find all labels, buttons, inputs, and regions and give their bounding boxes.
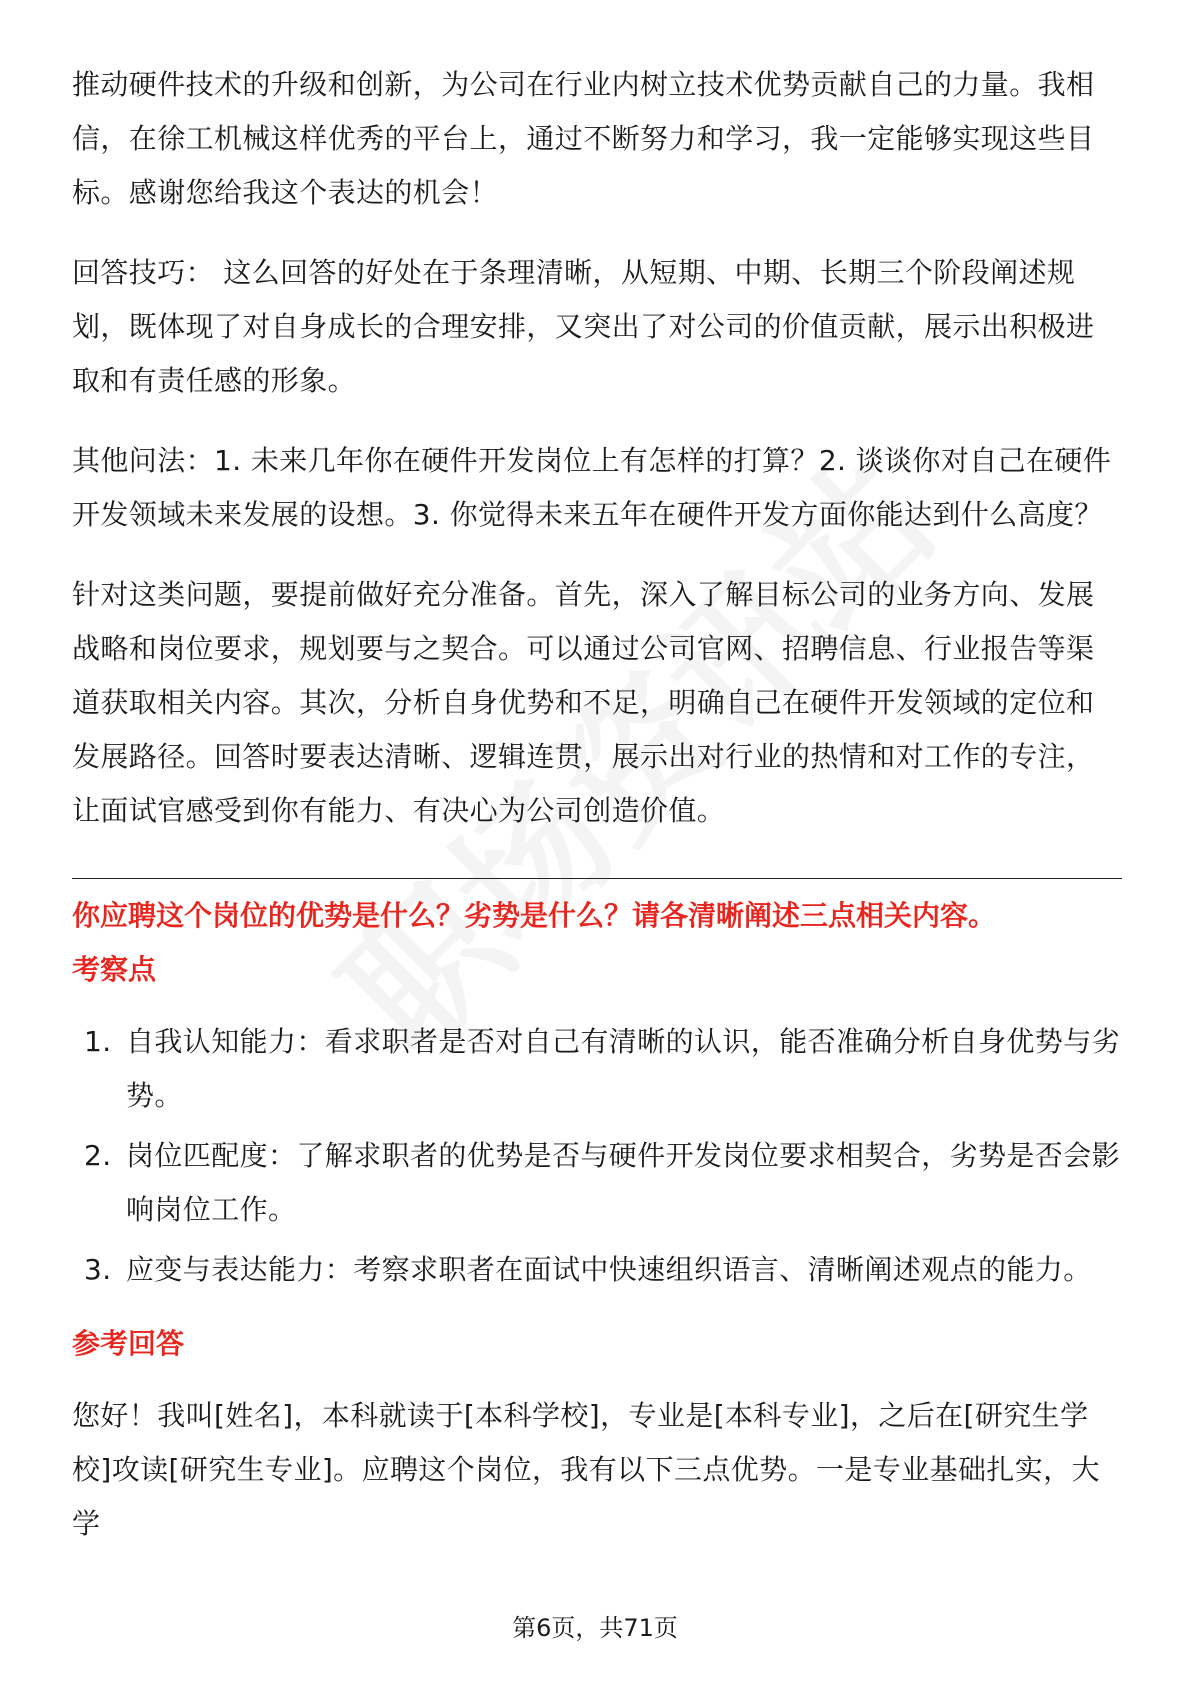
- section-divider: [72, 878, 1122, 879]
- question-title: 你应聘这个岗位的优势是什么？劣势是什么？请各清晰阐述三点相关内容。: [72, 899, 997, 932]
- paragraph-preparation-advice: 针对这类问题，要提前做好充分准备。首先，深入了解目标公司的业务方向、发展战略和岗位要求，规划要与之契合。可以通过公司官网、招聘信息、行业报告等渠道获取相关内容。其次，分析自身优势和不足，明确自己在硬件开发领域的定位和发展路径。回答时要表达清晰、逻辑连贯，展示出对行业的热情和对工作的专注，让面试官感受到你有能力、有决心为公司创造价值。: [72, 578, 1095, 827]
- list-item: [72, 1129, 1122, 1237]
- section-heading-answer: 参考回答: [72, 1327, 185, 1360]
- list-number: 3.: [84, 1253, 112, 1286]
- list-item-text: 自我认知能力：看求职者是否对自己有清晰的认识，能否准确分析自身优势与劣势。: [126, 1025, 1121, 1112]
- paragraph-answer-tips: 回答技巧： 这么回答的好处在于条理清晰，从短期、中期、长期三个阶段阐述规划，既体现了对自身成长的合理安排，又突出了对公司的价值贡献，展示出积极进取和有责任感的形象。: [72, 256, 1095, 397]
- list-item-text: 岗位匹配度：了解求职者的优势是否与硬件开发岗位要求相契合，劣势是否会影响岗位工作。: [126, 1139, 1121, 1226]
- list-number: 2.: [84, 1139, 112, 1172]
- list-item-text: 应变与表达能力：考察求职者在面试中快速组织语言、清晰阐述观点的能力。: [126, 1253, 1092, 1286]
- section-heading-kaocha: 考察点: [72, 953, 157, 986]
- paragraph-goals-ending: 推动硬件技术的升级和创新，为公司在行业内树立技术优势贡献自己的力量。我相信，在徐工机械这样优秀的平台上，通过不断努力和学习，我一定能够实现这些目标。感谢您给我这个表达的机会！: [72, 68, 1095, 209]
- assessment-points-list: [72, 1015, 1122, 1297]
- list-item: [72, 1015, 1122, 1123]
- document-page: [72, 58, 1122, 1551]
- page-footer: 第6页，共71页: [512, 1614, 678, 1642]
- list-item: [72, 1243, 1122, 1297]
- list-number: 1.: [84, 1025, 112, 1058]
- paragraph-other-questions: 其他问法：1. 未来几年你在硬件开发岗位上有怎样的打算？2. 谈谈你对自己在硬件开发领域未来发展的设想。3. 你觉得未来五年在硬件开发方面你能达到什么高度？: [72, 444, 1112, 531]
- paragraph-reference-answer: 您好！我叫[姓名]，本科就读于[本科学校]，专业是[本科专业]，之后在[研究生学校]攻读[研究生专业]。应聘这个岗位，我有以下三点优势。一是专业基础扎实，大学: [72, 1399, 1100, 1540]
